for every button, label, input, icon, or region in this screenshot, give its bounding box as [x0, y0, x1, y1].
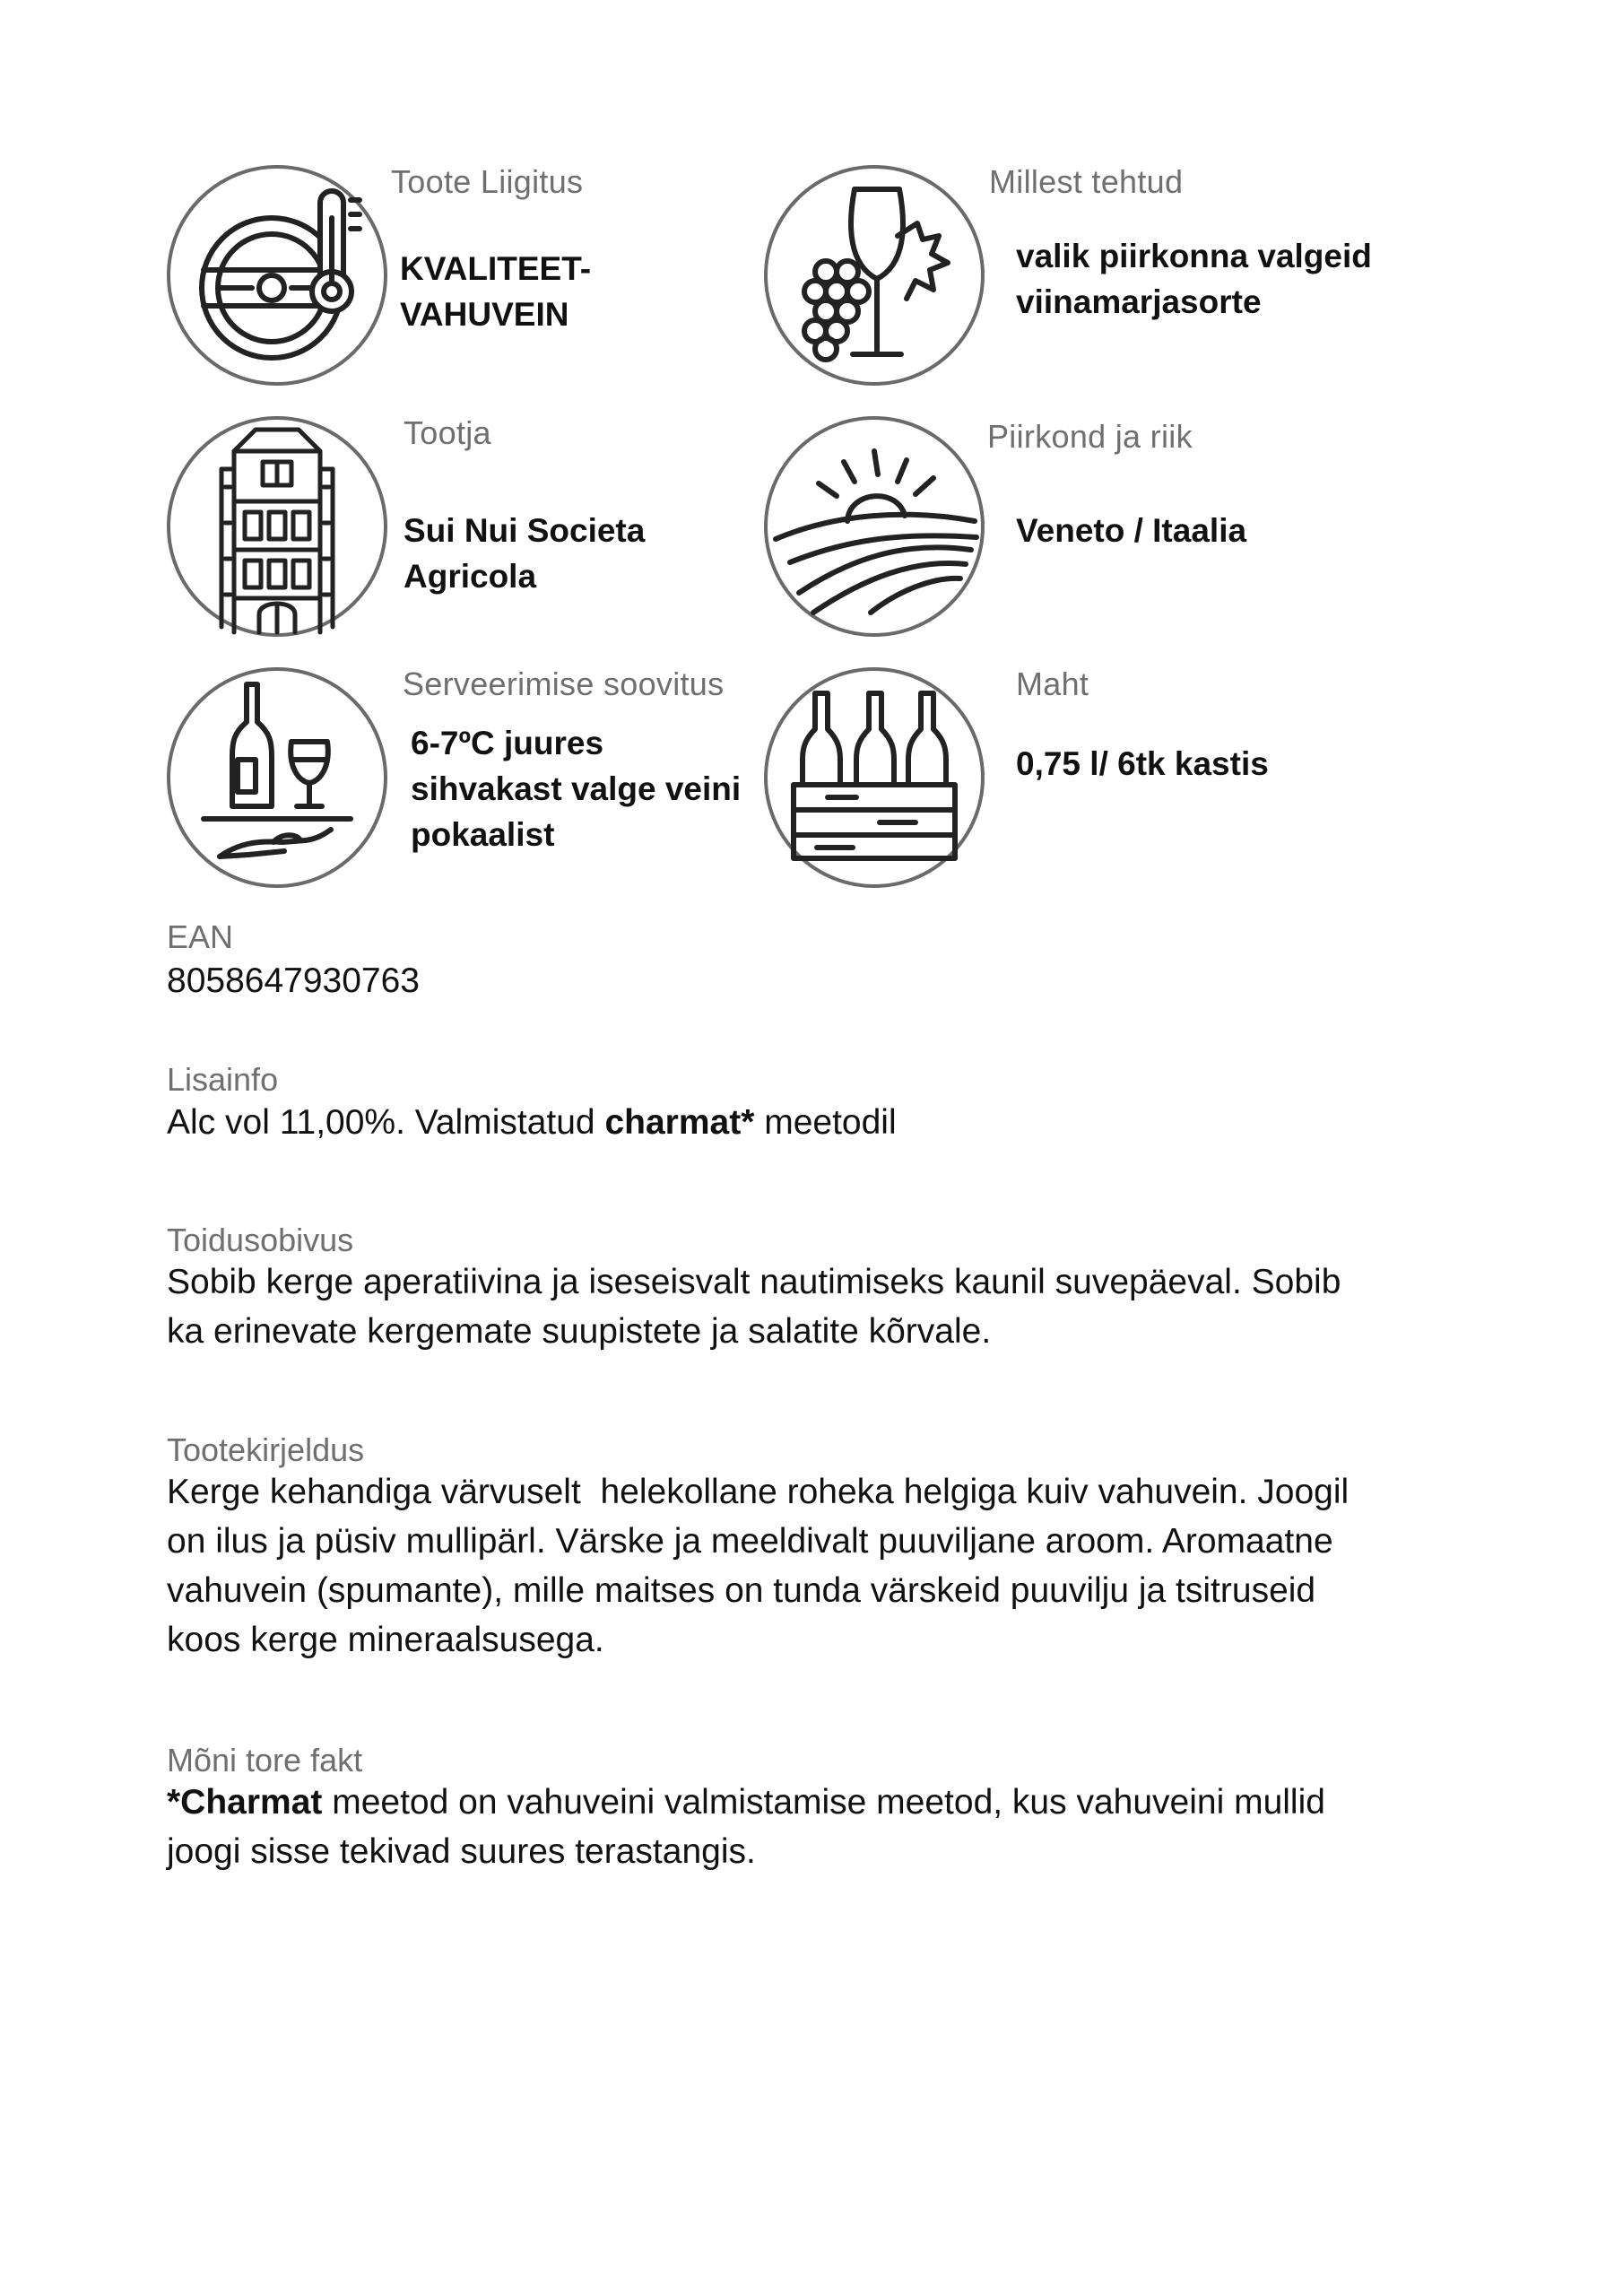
sunrise-vineyard-icon [763, 415, 985, 638]
category-value-line-2: VAHUVEIN [400, 296, 569, 333]
producer-value [404, 508, 645, 599]
region-value [1016, 508, 1246, 553]
category-value [400, 246, 591, 337]
description-line-1: Kerge kehandiga värvuselt helekollane roheka helgiga kuiv vahuvein. Joogil [167, 1473, 1350, 1511]
fun-fact-bold: *Charmat [167, 1783, 323, 1822]
serving-label: Serveerimise soovitus [403, 665, 725, 702]
bottle-crate-icon [763, 666, 985, 889]
region-label: Piirkond ja riik [987, 418, 1193, 455]
description-line-4: koos kerge mineraalsusega. [167, 1621, 604, 1659]
fun-fact-line-2: joogi sisse tekivad suures terastangis. [167, 1832, 756, 1871]
producer-value-line-1: Sui Nui Societa [404, 512, 646, 549]
made-from-value-line-1: valik piirkonna valgeid [1016, 238, 1372, 274]
serving-tray-icon [166, 666, 388, 889]
extra-info-text [167, 1098, 1476, 1147]
fun-fact-line-1 [167, 1778, 1476, 1827]
description-line-2: on ilus ja püsiv mullipärl. Värske ja meeldivalt puuviljane aroom. Aromaatne [167, 1522, 1333, 1561]
extra-info-label: Lisainfo [167, 1061, 279, 1098]
food-pairing-label: Toidusobivus [167, 1222, 354, 1258]
category-label: Toote Liigitus [391, 163, 584, 200]
made-from-value-line-2: viinamarjasorte [1016, 283, 1262, 320]
made-from-label: Millest tehtud [989, 163, 1184, 200]
extra-info-bold: charmat* [604, 1103, 755, 1142]
food-pairing-text [167, 1257, 1476, 1356]
extra-info-text-before: Alc vol 11,00%. Valmistatud [167, 1103, 605, 1142]
food-pairing-line-1: Sobib kerge aperatiivina ja iseseisvalt nautimiseks kaunil suvepäeval. Sobib [167, 1263, 1341, 1301]
serving-value [411, 720, 741, 857]
made-from-value [1016, 233, 1372, 325]
serving-value-line-3: pokaalist [411, 816, 555, 853]
ean-label: EAN [167, 918, 234, 955]
fun-fact-line-1-rest: meetod on vahuveini valmistamise meetod, kus vahuveini mullid [322, 1783, 1325, 1822]
producer-value-line-2: Agricola [404, 558, 537, 595]
food-pairing-line-2: ka erinevate kergemate suupistete ja salatite kõrvale. [167, 1312, 992, 1351]
producer-label: Tootja [404, 414, 491, 451]
volume-value-line-1: 0,75 l/ 6tk kastis [1016, 745, 1269, 782]
extra-info-text-after: meetodil [754, 1103, 897, 1142]
fun-fact-text [167, 1778, 1476, 1876]
winery-building-icon [166, 415, 388, 638]
description-line-3: vahuvein (spumante), mille maitses on tunda värskeid puuvilju ja tsitruseid [167, 1571, 1316, 1610]
barrel-thermometer-icon [166, 164, 388, 387]
volume-label: Maht [1016, 665, 1089, 702]
region-value-line-1: Veneto / Itaalia [1016, 512, 1247, 549]
serving-value-line-1: 6-7ºC juures [411, 725, 604, 761]
category-value-line-1: KVALITEET- [400, 250, 592, 287]
description-label: Tootekirjeldus [167, 1431, 365, 1468]
ean-value: 8058647930763 [167, 961, 420, 1000]
volume-value [1016, 741, 1269, 787]
description-text [167, 1467, 1476, 1665]
fun-fact-label: Mõni tore fakt [167, 1742, 363, 1779]
serving-value-line-2: sihvakast valge veini [411, 770, 742, 807]
grapes-glass-icon [763, 164, 985, 387]
